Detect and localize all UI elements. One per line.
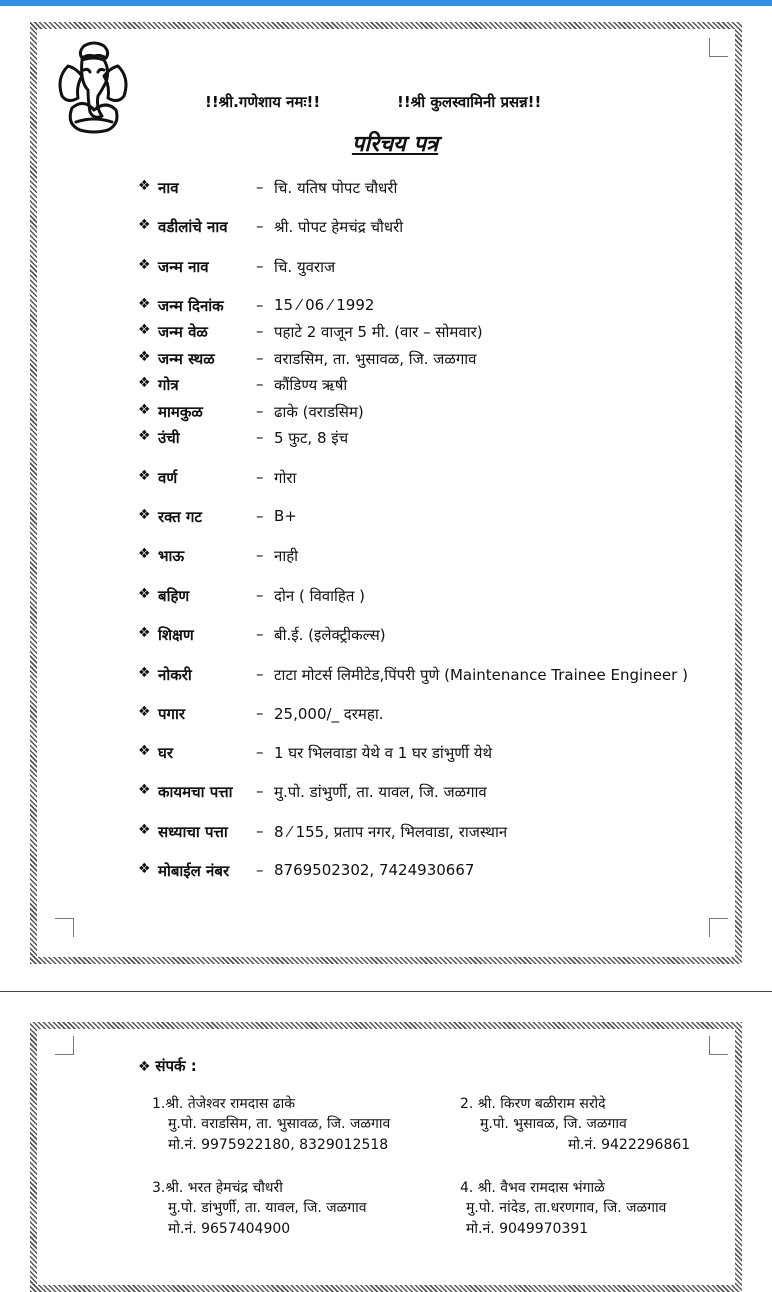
top-accent-bar xyxy=(0,0,772,6)
detail-value: वराडसिम, ता. भुसावळ, जि. जळगाव xyxy=(274,350,477,368)
bullet-icon: ❖ xyxy=(138,322,151,338)
detail-value: कौंडिण्य ऋषी xyxy=(274,376,348,394)
contact-1-phone: मो.नं. 9975922180, 8329012518 xyxy=(168,1137,389,1153)
contacts-heading-label: संपर्क : xyxy=(155,1057,197,1075)
invocation-kulswamini: !!श्री कुलस्वामिनी प्रसन्न!! xyxy=(397,93,542,111)
detail-value: 25,000/_ दरमहा. xyxy=(274,705,384,723)
contact-3-address: मु.पो. डांभुर्णी, ता. यावल, जि. जळगाव xyxy=(168,1200,367,1216)
detail-label: मामकुळ xyxy=(158,403,203,421)
bullet-icon: ❖ xyxy=(138,665,151,681)
bullet-icon: ❖ xyxy=(138,375,151,391)
detail-value: 1 घर भिलवाडा येथे व 1 घर डांभुर्णी येथे xyxy=(274,744,493,762)
detail-label: बहिण xyxy=(158,587,190,605)
detail-dash: – xyxy=(256,546,264,564)
page-2-border xyxy=(30,1022,742,1292)
bullet-icon: ❖ xyxy=(138,178,151,194)
detail-label: जन्म दिनांक xyxy=(158,297,224,315)
detail-value: गोरा xyxy=(274,469,297,487)
bullet-icon: ❖ xyxy=(138,861,151,877)
detail-value: बी.ई. (इलेक्ट्रीकल्स) xyxy=(274,626,386,644)
bullet-icon: ❖ xyxy=(138,704,151,720)
contact-4-phone: मो.नं. 9049970391 xyxy=(466,1221,589,1237)
contact-1-address: मु.पो. वराडसिम, ता. भुसावळ, जि. जळगाव xyxy=(168,1116,391,1132)
corner-mark xyxy=(709,38,728,57)
contact-3-name: 3.श्री. भरत हेमचंद्र चौधरी xyxy=(152,1180,283,1196)
contact-2-name: 2. श्री. किरण बळीराम सरोदे xyxy=(460,1096,606,1112)
detail-dash: – xyxy=(256,375,264,393)
detail-value: 5 फुट, 8 इंच xyxy=(274,429,349,447)
bullet-icon: ❖ xyxy=(138,625,151,641)
detail-label: भाऊ xyxy=(158,547,185,565)
detail-dash: – xyxy=(256,428,264,446)
detail-label: जन्म वेळ xyxy=(158,323,208,341)
detail-value: मु.पो. डांभुर्णी, ता. यावल, जि. जळगाव xyxy=(274,783,487,801)
bullet-icon: ❖ xyxy=(138,822,151,838)
corner-mark xyxy=(55,918,74,937)
detail-label: नोकरी xyxy=(158,666,192,684)
contact-3-phone: मो.नं. 9657404900 xyxy=(168,1221,291,1237)
detail-label: शिक्षण xyxy=(158,626,194,644)
bullet-icon: ❖ xyxy=(138,782,151,798)
corner-mark xyxy=(55,1036,74,1055)
ganesha-icon xyxy=(54,38,132,138)
detail-value: श्री. पोपट हेमचंद्र चौधरी xyxy=(274,218,404,236)
contact-2-address: मु.पो. भुसावळ, जि. जळगाव xyxy=(480,1116,627,1132)
detail-value: B+ xyxy=(274,507,297,525)
detail-value: ढाके (वराडसिम) xyxy=(274,403,364,421)
detail-label: सध्याचा पत्ता xyxy=(158,823,228,841)
detail-value: चि. यतिष पोपट चौधरी xyxy=(274,179,398,197)
corner-mark xyxy=(709,1036,728,1055)
contact-1-name: 1.श्री. तेजेश्वर रामदास ढाके xyxy=(152,1096,296,1112)
bullet-icon: ❖ xyxy=(138,296,151,312)
bullet-icon: ❖ xyxy=(138,349,151,365)
detail-dash: – xyxy=(256,349,264,367)
bullet-icon: ❖ xyxy=(138,257,151,273)
detail-label: उंची xyxy=(158,429,180,447)
detail-label: मोबाईल नंबर xyxy=(158,862,230,880)
contact-4-name: 4. श्री. वैभव रामदास भंगाळे xyxy=(460,1180,605,1196)
corner-mark xyxy=(709,918,728,937)
bullet-icon: ❖ xyxy=(138,402,151,418)
detail-value: टाटा मोटर्स लिमीटेड,पिंपरी पुणे (Maintenance Trainee Engineer ) xyxy=(274,666,688,684)
detail-label: घर xyxy=(158,744,174,762)
detail-value: दोन ( विवाहित ) xyxy=(274,587,366,605)
detail-dash: – xyxy=(256,178,264,196)
bullet-icon: ❖ xyxy=(138,743,151,759)
detail-dash: – xyxy=(256,861,264,879)
detail-dash: – xyxy=(256,665,264,683)
detail-dash: – xyxy=(256,296,264,314)
page-title: परिचय पत्र xyxy=(351,132,439,157)
detail-label: गोत्र xyxy=(158,376,179,394)
detail-dash: – xyxy=(256,822,264,840)
bullet-icon: ❖ xyxy=(138,428,151,444)
detail-dash: – xyxy=(256,402,264,420)
detail-value: 8 ⁄ 155, प्रताप नगर, भिलवाडा, राजस्थान xyxy=(274,823,508,841)
page-divider xyxy=(0,991,772,992)
detail-dash: – xyxy=(256,625,264,643)
detail-dash: – xyxy=(256,217,264,235)
detail-dash: – xyxy=(256,782,264,800)
detail-value: 15 ⁄ 06 ⁄ 1992 xyxy=(274,296,375,314)
detail-value: पहाटे 2 वाजून 5 मी. (वार – सोमवार) xyxy=(274,323,483,341)
detail-label: कायमचा पत्ता xyxy=(158,783,233,801)
detail-dash: – xyxy=(256,322,264,340)
detail-dash: – xyxy=(256,507,264,525)
bullet-icon: ❖ xyxy=(138,546,151,562)
detail-dash: – xyxy=(256,586,264,604)
detail-label: रक्त गट xyxy=(158,508,202,526)
bullet-icon: ❖ xyxy=(138,468,151,484)
detail-dash: – xyxy=(256,704,264,722)
bullet-icon: ❖ xyxy=(138,217,151,233)
detail-label: नाव xyxy=(158,179,179,197)
contacts-heading xyxy=(138,1056,197,1076)
bullet-icon: ❖ xyxy=(138,1059,151,1075)
detail-label: जन्म नाव xyxy=(158,258,209,276)
detail-value: नाही xyxy=(274,547,299,565)
detail-value: 8769502302, 7424930667 xyxy=(274,861,475,879)
bullet-icon: ❖ xyxy=(138,507,151,523)
detail-dash: – xyxy=(256,257,264,275)
detail-label: वर्ण xyxy=(158,469,178,487)
invocation-ganesh: !!श्री.गणेशाय नमः!! xyxy=(205,93,321,111)
contact-4-address: मु.पो. नांदेड, ता.धरणगाव, जि. जळगाव xyxy=(466,1200,667,1216)
bullet-icon: ❖ xyxy=(138,586,151,602)
detail-label: पगार xyxy=(158,705,185,723)
detail-label: वडीलांचे नाव xyxy=(158,218,228,236)
detail-dash: – xyxy=(256,743,264,761)
detail-dash: – xyxy=(256,468,264,486)
contact-2-phone: मो.नं. 9422296861 xyxy=(568,1137,691,1153)
detail-value: चि. युवराज xyxy=(274,258,336,276)
detail-label: जन्म स्थळ xyxy=(158,350,215,368)
